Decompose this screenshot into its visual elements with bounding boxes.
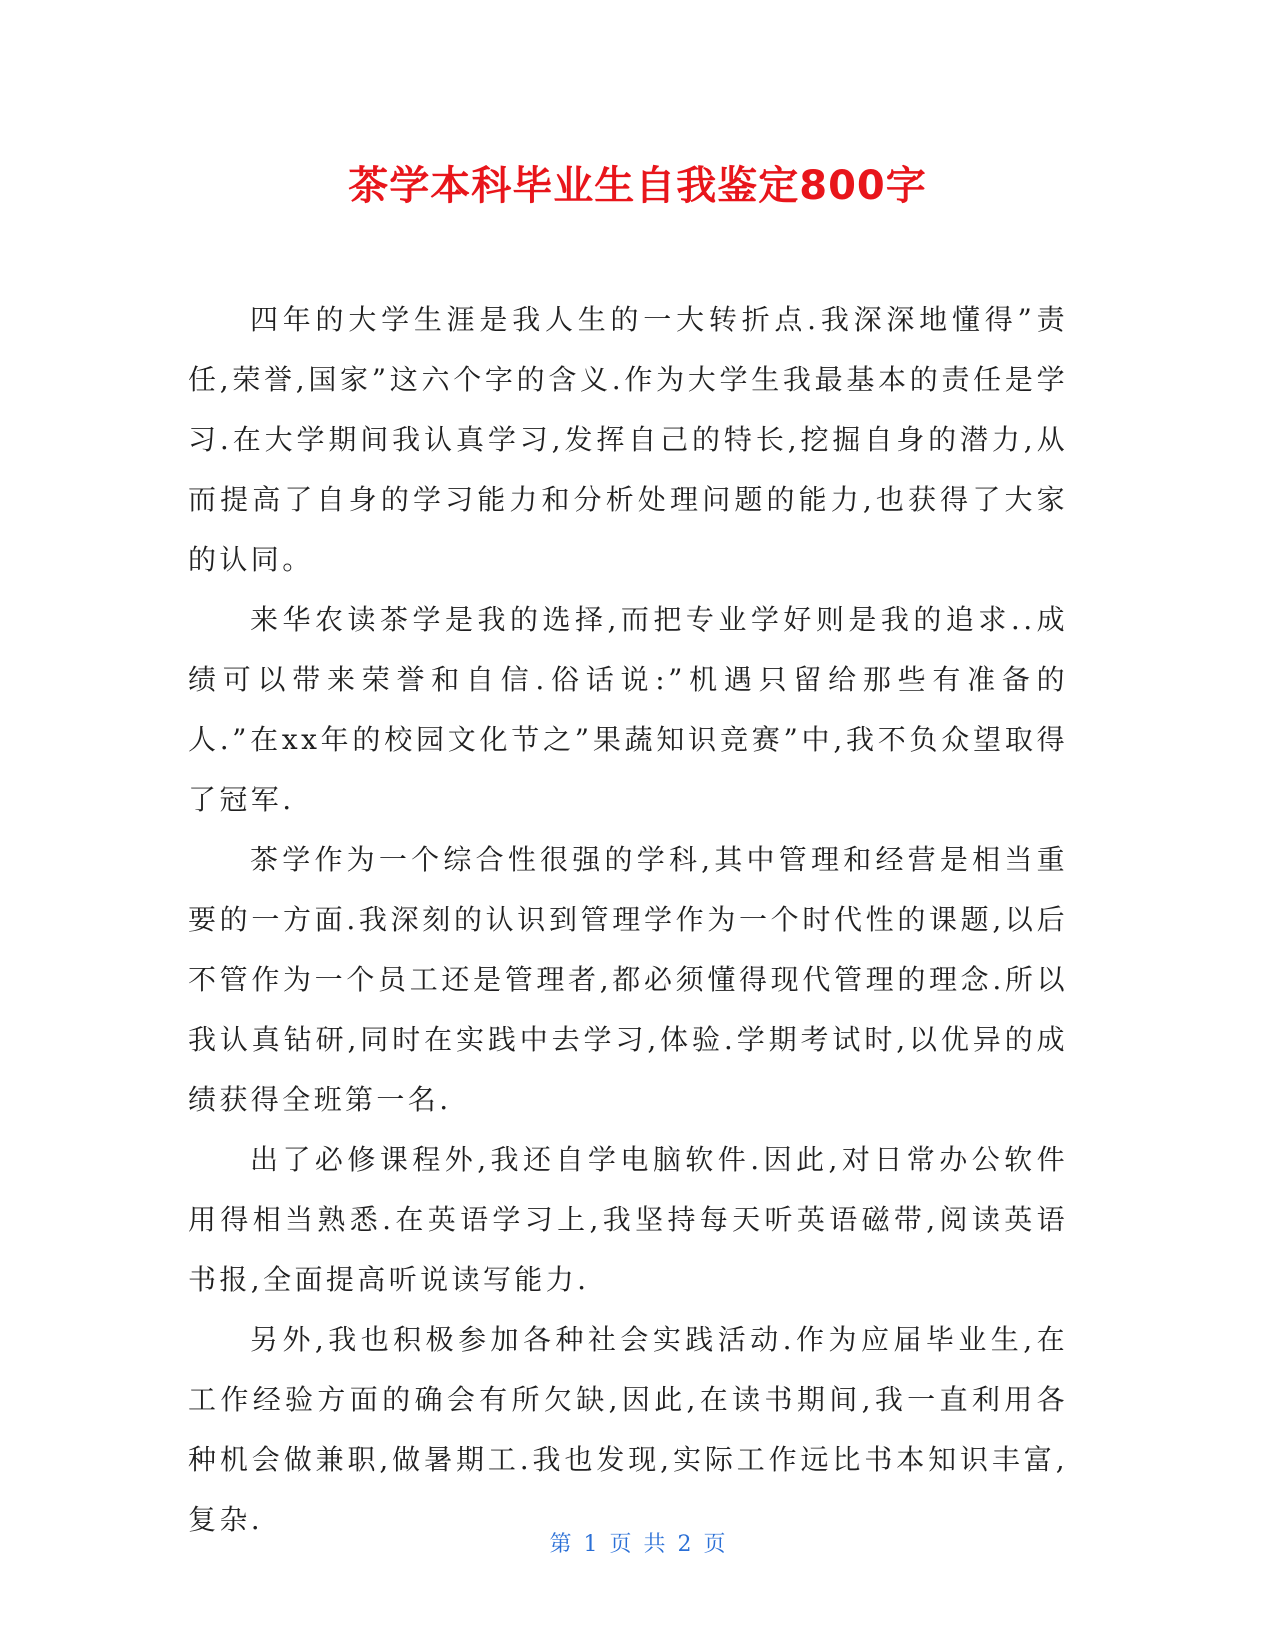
footer-current-page: 1 [583, 1532, 598, 1557]
footer-total-pages: 2 [677, 1532, 692, 1557]
paragraph-5: 另外,我也积极参加各种社会实践活动.作为应届毕业生,在工作经验方面的确会有所欠缺,因此,在读书期间,我一直利用各种机会做兼职,做暑期工.我也发现,实际工作远比书本知识丰富,复杂. [188, 1323, 1068, 1536]
paragraph-1: 四年的大学生涯是我人生的一大转折点.我深深地懂得”责任,荣誉,国家”这六个字的含义.作为大学生我最基本的责任是学习.在大学期间我认真学习,发挥自己的特长,挖掘自身的潜力,从而提高了自身的学习能力和分析处理问题的能力,也获得了大家的认同。 [188, 303, 1068, 576]
document-title: 茶学本科毕业生自我鉴定800字 [348, 163, 927, 209]
paragraph-2: 来华农读茶学是我的选择,而把专业学好则是我的追求..成绩可以带来荣誉和自信.俗话说:”机遇只留给那些有准备的人.”在xx年的校园文化节之”果蔬知识竞赛”中,我不负众望取得了冠军. [188, 603, 1068, 816]
page-footer [0, 1530, 1275, 1560]
footer-page-label: 第 [549, 1532, 572, 1557]
paragraph-3: 茶学作为一个综合性很强的学科,其中管理和经营是相当重要的一方面.我深刻的认识到管理学作为一个时代性的课题,以后不管作为一个员工还是管理者,都必须懂得现代管理的理念.所以我认真钻研,同时在实践中去学习,体验.学期考试时,以优异的成绩获得全班第一名. [188, 843, 1068, 1116]
paragraph-4: 出了必修课程外,我还自学电脑软件.因此,对日常办公软件用得相当熟悉.在英语学习上,我坚持每天听英语磁带,阅读英语书报,全面提高听说读写能力. [188, 1143, 1068, 1296]
document-body [188, 290, 1068, 1550]
footer-page-word: 页 [609, 1532, 632, 1557]
footer-total-label: 共 [643, 1532, 666, 1557]
footer-total-word: 页 [703, 1532, 726, 1557]
